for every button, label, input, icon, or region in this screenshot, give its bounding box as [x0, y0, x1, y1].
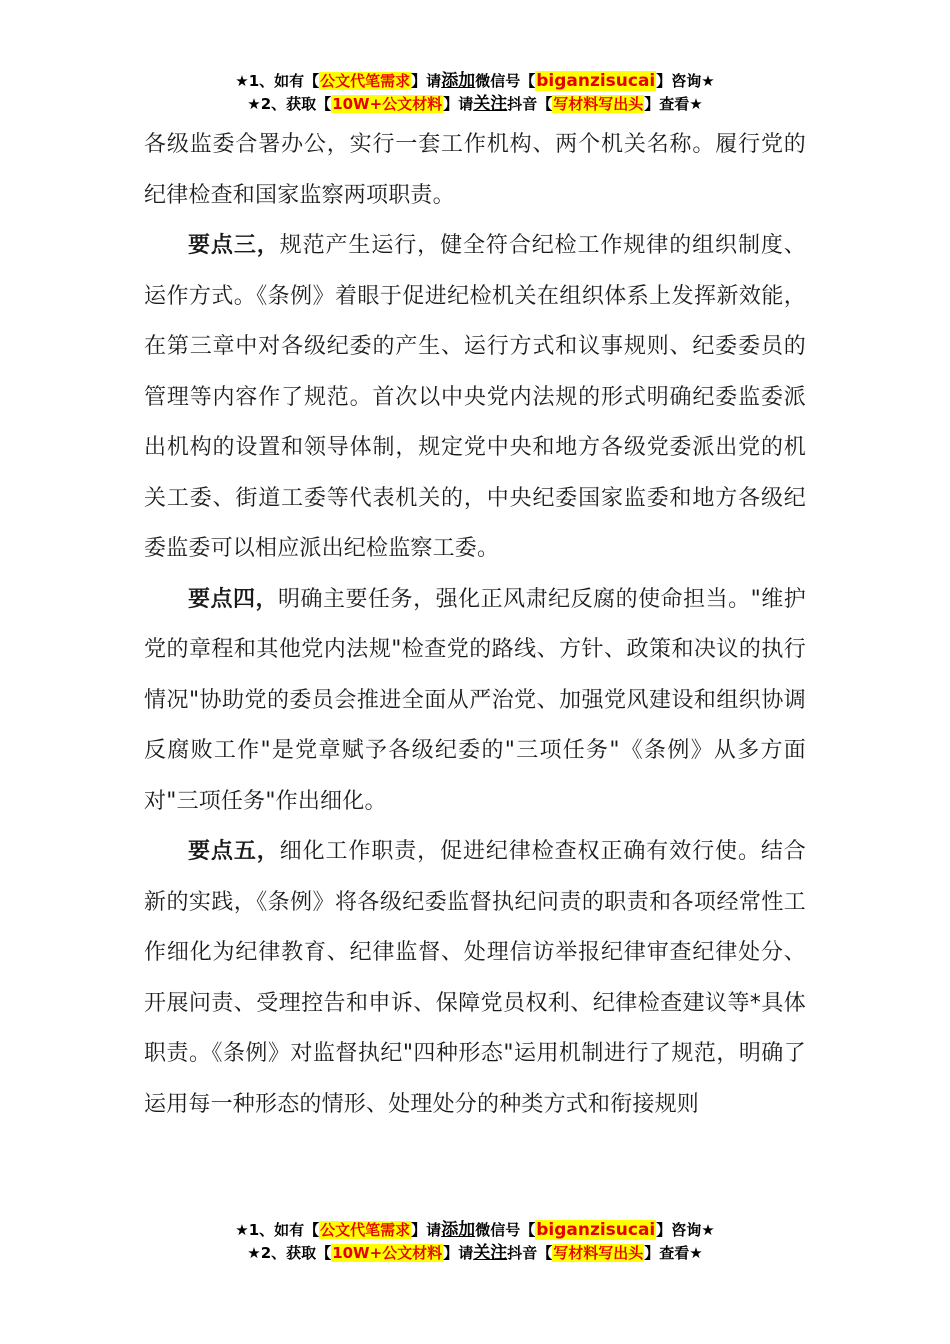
paragraph-text: 规范产生运行，健全符合纪检工作规律的组织制度、运作方式。《条例》着眼于促进纪检机关在组织体系上发挥新效能，在第三章中对各级纪委的产生、运行方式和议事规则、纪委委员的管理等内容作了规范。首次以中央党内法规的形式明确纪委监委派出机构的设置和领导体制，规定党中央和地方各级党委派出党的机关工委、街道工委等代表机关的，中央纪委国家监委和地方各级纪委监委可以相应派出纪检监察工委。 — [144, 233, 806, 561]
banner-text-underlined: 关注 — [473, 94, 508, 114]
paragraph-text: 细化工作职责，促进纪律检查权正确有效行使。结合新的实践，《条例》将各级纪委监督执纪问责的职责和各项经常性工作细化为纪律教育、纪律监督、处理信访举报纪律审查纪律处分、开展问责、受理控告和申诉、保障党员权利、纪律检查建议等*具体职责。《条例》对监督执纪"四种形态"运用机制进行了规范，明确了运用每一种形态的情形、处理处分的种类方式和衔接规则 — [144, 839, 806, 1117]
paragraph-text: 明确主要任务，强化正风肃纪反腐的使命担当。"维护党的章程和其他党内法规"检查党的路线、方针、政策和决议的执行情况"协助党的委员会推进全面从严治党、加强党风建设和组织协调反腐败工作"是党章赋予各级纪委的"三项任务"《条例》从多方面对"三项任务"作出细化。 — [144, 586, 806, 814]
star-icon: ★ — [701, 1221, 715, 1239]
banner-text: 】查看 — [644, 95, 690, 113]
star-icon: ★ — [235, 72, 249, 90]
banner-line-1 — [0, 1219, 950, 1242]
paragraph-point-three — [144, 221, 806, 575]
banner-text: 】请 — [443, 95, 474, 113]
banner-text: 抖音【 — [507, 95, 553, 113]
point-heading: 要点三， — [188, 233, 280, 258]
banner-text: 】请 — [443, 1244, 474, 1262]
banner-line-2 — [0, 1242, 950, 1265]
banner-text: 】咨询 — [656, 1221, 702, 1239]
banner-text: 】查看 — [644, 1244, 690, 1262]
banner-text: 2、获取【 — [260, 95, 332, 113]
banner-text: 2、获取【 — [260, 1244, 332, 1262]
highlight-materials: 10W+公文材料 — [332, 95, 443, 113]
point-heading: 要点四， — [188, 586, 279, 612]
banner-text: 】请 — [411, 72, 442, 90]
paragraph-continued: 各级监委合署办公，实行一套工作机构、两个机关名称。履行党的纪律检查和国家监察两项职责。 — [144, 132, 806, 208]
header-banner — [0, 70, 950, 116]
banner-text: 微信号【 — [475, 1221, 536, 1239]
star-icon: ★ — [689, 95, 703, 113]
highlight-wechat-id: biganzisucai — [536, 71, 656, 91]
footer-banner — [0, 1219, 950, 1265]
point-heading: 要点五， — [188, 839, 280, 864]
banner-text: 抖音【 — [507, 1244, 553, 1262]
star-icon: ★ — [701, 72, 715, 90]
highlight-service: 公文代笔需求 — [320, 1221, 411, 1239]
banner-text-underlined: 关注 — [473, 1243, 508, 1263]
document-body — [144, 120, 806, 1130]
banner-text: 1、如有【 — [248, 72, 320, 90]
highlight-douyin: 写材料写出头 — [553, 95, 644, 113]
banner-text-underlined: 添加 — [441, 1220, 476, 1240]
star-icon: ★ — [247, 95, 261, 113]
banner-text: 微信号【 — [475, 72, 536, 90]
highlight-douyin: 写材料写出头 — [553, 1244, 644, 1262]
paragraph-point-five — [144, 827, 806, 1130]
highlight-materials: 10W+公文材料 — [332, 1244, 443, 1262]
banner-line-1 — [0, 70, 950, 93]
star-icon: ★ — [689, 1244, 703, 1262]
banner-line-2 — [0, 93, 950, 116]
highlight-service: 公文代笔需求 — [320, 72, 411, 90]
banner-text: 】咨询 — [656, 72, 702, 90]
banner-text-underlined: 添加 — [441, 71, 476, 91]
banner-text: 1、如有【 — [248, 1221, 320, 1239]
star-icon: ★ — [247, 1244, 261, 1262]
banner-text: 】请 — [411, 1221, 442, 1239]
paragraph-point-four — [144, 575, 806, 828]
star-icon: ★ — [235, 1221, 249, 1239]
highlight-wechat-id: biganzisucai — [536, 1220, 656, 1240]
